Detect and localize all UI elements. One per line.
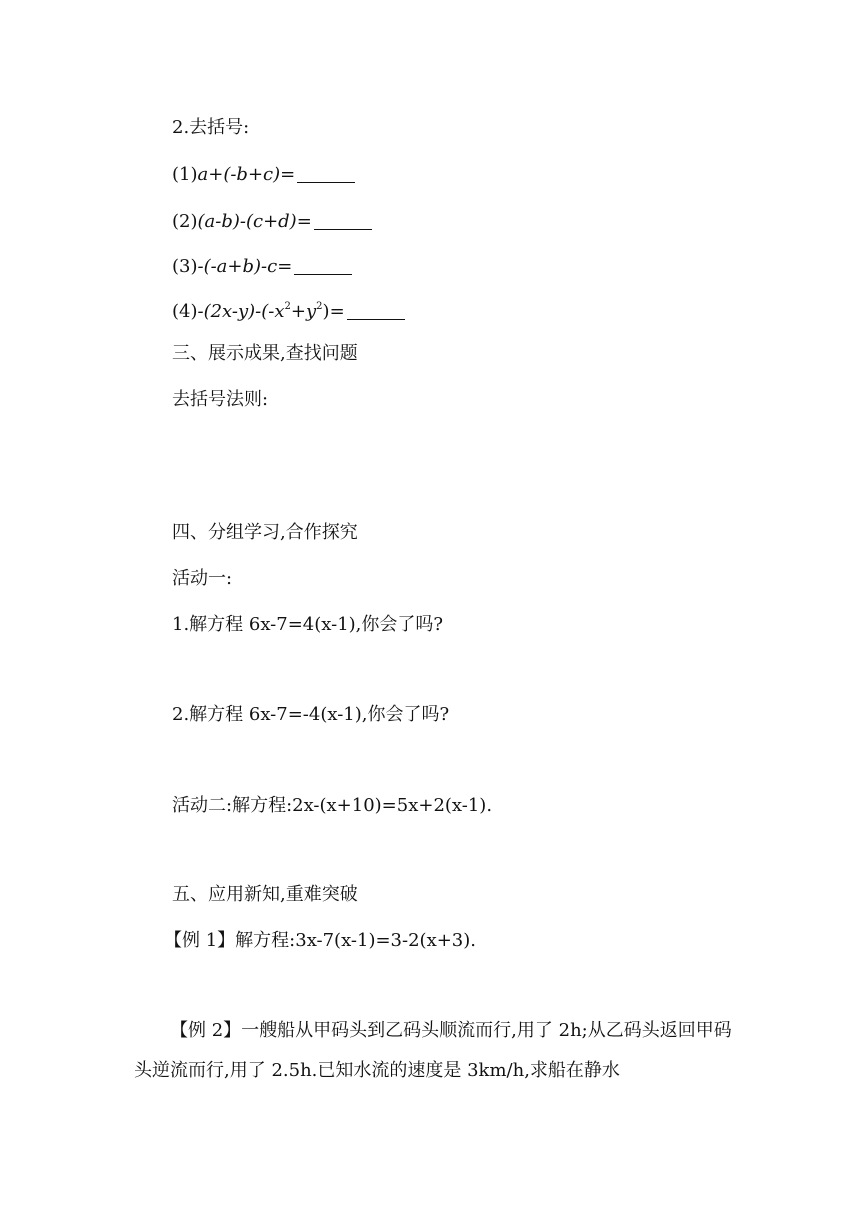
item-1-equals: = [280,164,296,185]
item-2-number: (2) [172,211,198,232]
item-4-exponent-2: 2 [316,301,323,312]
item-4 [172,299,405,325]
item-2-answer-blank[interactable] [314,211,372,230]
example-2: 【例 2】一艘船从甲码头到乙码头顺流而行,用了 2h;从乙码头返回甲码头逆流而行,用了 2.5h.已知水流的速度是 3km/h,求船在静水 [134,1020,732,1081]
item-4-answer-blank[interactable] [347,301,405,320]
item-4-number: (4) [172,301,198,322]
item-1-answer-blank[interactable] [297,164,355,183]
item-2 [172,209,372,235]
item-4-expression-post: ) [322,301,330,322]
item-4-exponent-1: 2 [284,301,291,312]
activity2: 活动二:解方程:2x-(x+10)=5x+2(x-1). [172,795,493,816]
item-3 [172,254,352,280]
item-3-equals: = [277,256,293,277]
example-1: 【例 1】解方程:3x-7(x-1)=3-2(x+3). [164,930,476,951]
item-1 [172,162,355,188]
item-2-equals: = [296,211,312,232]
item-4-expression-pre: -(2x-y)-(-x [197,301,285,322]
item-4-expression-mid: +y [290,301,317,322]
item-3-expression: -(-a+b)-c [197,256,278,277]
item-2-expression: (a-b)-(c+d) [197,211,297,232]
item-3-answer-blank[interactable] [294,256,352,275]
section2-title: 2.去括号: [172,117,250,138]
item-1-expression: a+(-b+c) [197,164,281,185]
item-3-number: (3) [172,256,198,277]
section3-heading: 三、展示成果,查找问题 [172,343,358,364]
section5-heading: 五、应用新知,重难突破 [172,884,358,905]
activity1-label: 活动一: [172,568,233,589]
rule-label: 去括号法则: [172,389,269,410]
item-4-equals: = [329,301,345,322]
section4-heading: 四、分组学习,合作探究 [172,522,358,543]
activity1-question-2: 2.解方程 6x-7=-4(x-1),你会了吗? [172,704,450,725]
item-1-number: (1) [172,164,198,185]
activity1-question-1: 1.解方程 6x-7=4(x-1),你会了吗? [172,614,444,635]
